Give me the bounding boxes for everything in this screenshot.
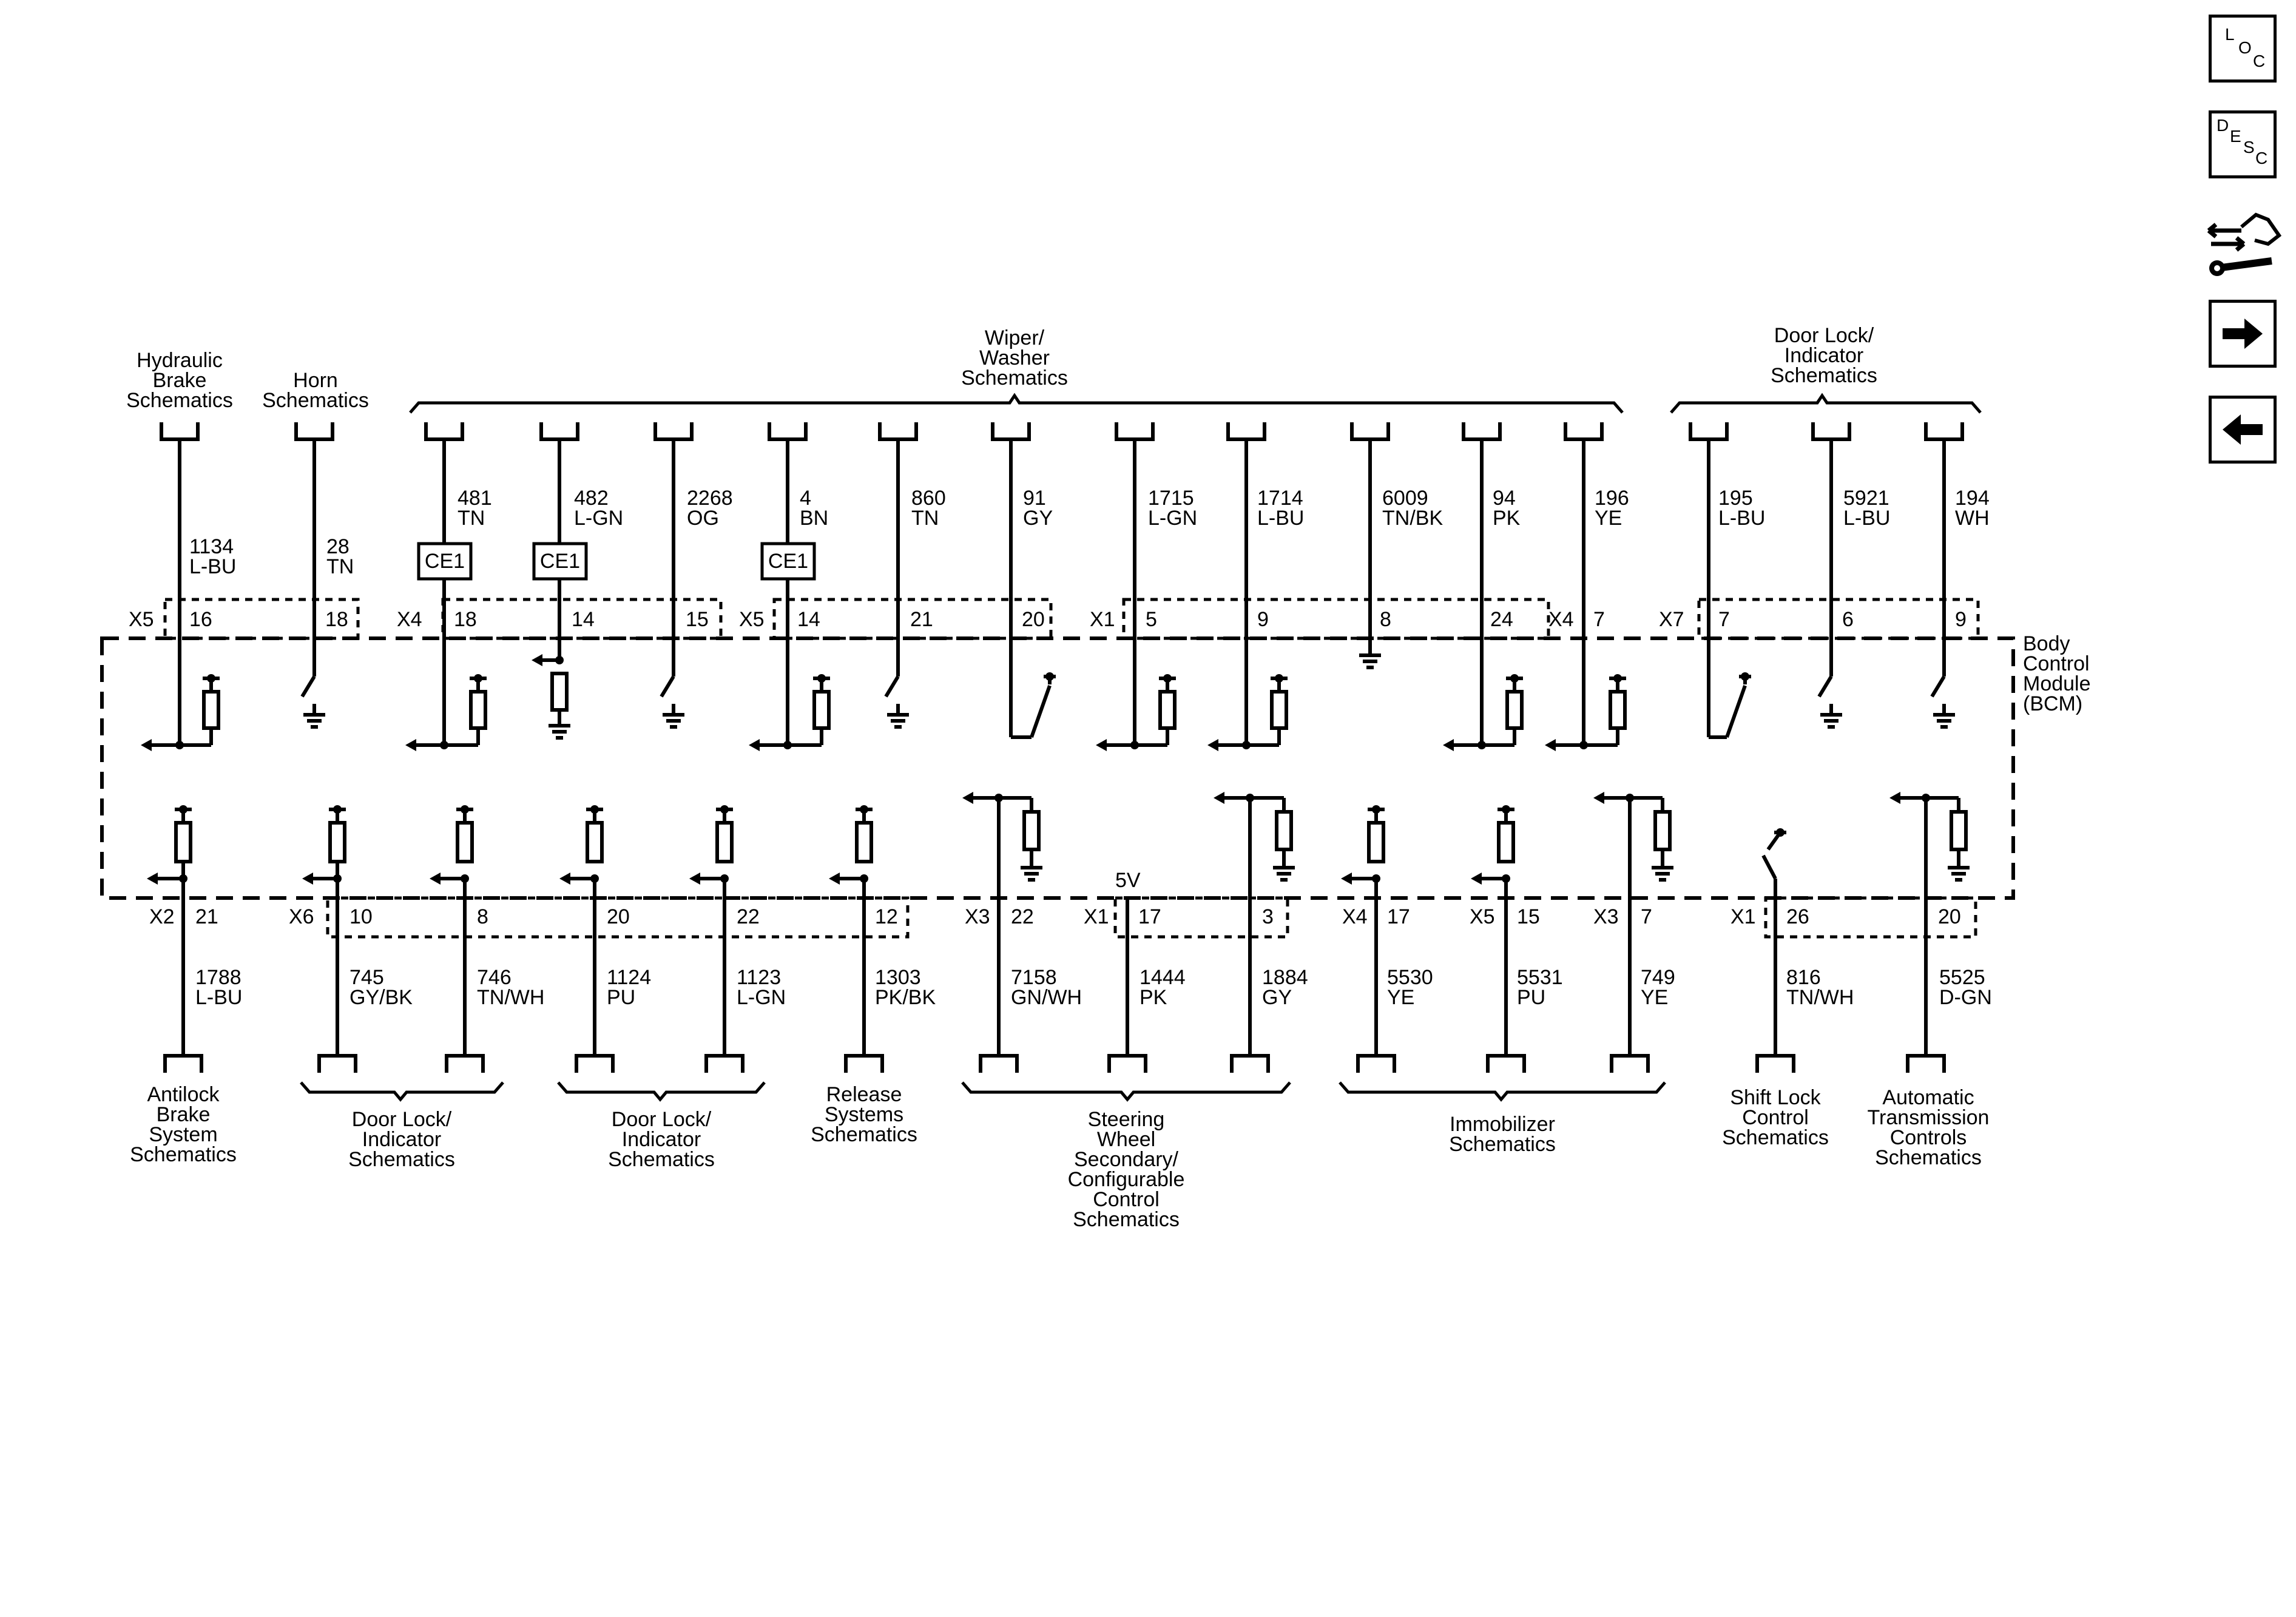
svg-text:7: 7 xyxy=(1718,608,1730,631)
connector-repair-icon[interactable] xyxy=(2205,203,2284,282)
svg-text:Shift Lock: Shift Lock xyxy=(1730,1086,1821,1109)
svg-text:7: 7 xyxy=(1641,905,1652,928)
svg-text:21: 21 xyxy=(910,608,933,631)
svg-text:System: System xyxy=(149,1123,218,1146)
svg-text:9: 9 xyxy=(1257,608,1269,631)
svg-text:YE: YE xyxy=(1641,986,1669,1009)
svg-text:L-GN: L-GN xyxy=(1148,507,1198,530)
svg-text:TN: TN xyxy=(326,555,354,578)
bottom-connector-ids xyxy=(149,905,1756,928)
desc-button[interactable] xyxy=(2209,110,2277,178)
svg-text:GY: GY xyxy=(1262,986,1292,1009)
loc-letter-c: C xyxy=(2253,52,2266,70)
svg-text:749: 749 xyxy=(1641,966,1675,989)
svg-text:9: 9 xyxy=(1955,608,1967,631)
svg-text:20: 20 xyxy=(607,905,630,928)
wiper-label-1: Wiper/ xyxy=(984,326,1045,349)
svg-text:1715: 1715 xyxy=(1148,487,1194,510)
svg-text:1714: 1714 xyxy=(1257,487,1303,510)
svg-text:12: 12 xyxy=(875,905,898,928)
svg-text:6: 6 xyxy=(1842,608,1854,631)
svg-text:14: 14 xyxy=(572,608,595,631)
svg-text:22: 22 xyxy=(1011,905,1034,928)
svg-text:TN/WH: TN/WH xyxy=(477,986,545,1009)
svg-text:16: 16 xyxy=(189,608,212,631)
svg-text:X3: X3 xyxy=(965,905,990,928)
svg-text:WH: WH xyxy=(1955,507,1990,530)
svg-text:X1: X1 xyxy=(1730,905,1756,928)
svg-text:5530: 5530 xyxy=(1387,966,1433,989)
svg-text:Wheel: Wheel xyxy=(1096,1128,1156,1151)
svg-text:Configurable: Configurable xyxy=(1067,1168,1185,1191)
svg-text:TN/WH: TN/WH xyxy=(1786,986,1854,1009)
svg-text:Door Lock/: Door Lock/ xyxy=(351,1108,452,1131)
svg-text:4: 4 xyxy=(800,487,811,510)
previous-page-button[interactable] xyxy=(2209,396,2277,464)
svg-text:L-BU: L-BU xyxy=(195,986,243,1009)
svg-text:1788: 1788 xyxy=(195,966,241,989)
doorlock-top-label-2: Indicator xyxy=(1784,344,1864,367)
bottom-internal-circuits xyxy=(155,798,1970,880)
ce1-label-1: CE1 xyxy=(424,550,465,573)
loc-letter-l: L xyxy=(2225,25,2235,44)
svg-text:20: 20 xyxy=(1938,905,1961,928)
svg-text:20: 20 xyxy=(1022,608,1045,631)
svg-text:X6: X6 xyxy=(289,905,314,928)
ce1-label-2: CE1 xyxy=(539,550,581,573)
svg-text:745: 745 xyxy=(349,966,384,989)
svg-text:X2: X2 xyxy=(149,905,175,928)
svg-text:Controls: Controls xyxy=(1889,1126,1967,1149)
svg-text:5525: 5525 xyxy=(1939,966,1985,989)
svg-text:Automatic: Automatic xyxy=(1882,1086,1974,1109)
svg-text:1134: 1134 xyxy=(189,535,234,558)
svg-text:YE: YE xyxy=(1387,986,1415,1009)
svg-text:TN/BK: TN/BK xyxy=(1382,507,1443,530)
svg-text:X1: X1 xyxy=(1084,905,1109,928)
svg-text:GY: GY xyxy=(1023,507,1053,530)
bcm-label-2: Control xyxy=(2023,652,2090,675)
loc-button[interactable] xyxy=(2209,15,2277,83)
desc-letter-c: C xyxy=(2255,149,2268,167)
svg-text:816: 816 xyxy=(1786,966,1821,989)
desc-letter-d: D xyxy=(2217,116,2229,135)
svg-text:X5: X5 xyxy=(129,608,154,631)
wiper-label-2: Washer xyxy=(979,346,1050,370)
svg-text:GN/WH: GN/WH xyxy=(1011,986,1082,1009)
svg-text:8: 8 xyxy=(1380,608,1391,631)
svg-text:TN: TN xyxy=(458,507,485,530)
top-wires xyxy=(180,439,1944,745)
svg-text:PK: PK xyxy=(1493,507,1521,530)
svg-text:L-BU: L-BU xyxy=(1718,507,1766,530)
ce1-boxes xyxy=(419,544,814,579)
svg-text:Control: Control xyxy=(1742,1106,1809,1129)
svg-text:PU: PU xyxy=(1517,986,1546,1009)
svg-text:18: 18 xyxy=(454,608,477,631)
top-connector-ids xyxy=(129,608,1684,631)
bottom-group-braces xyxy=(301,1082,1665,1099)
doorlock-top-label-1: Door Lock/ xyxy=(1774,324,1874,347)
ce1-label-3: CE1 xyxy=(768,550,809,573)
hydraulic-label-1: Hydraulic xyxy=(137,349,223,372)
svg-text:195: 195 xyxy=(1718,487,1753,510)
svg-text:15: 15 xyxy=(686,608,709,631)
svg-text:Schematics: Schematics xyxy=(348,1148,455,1171)
wiper-label-3: Schematics xyxy=(961,366,1068,390)
loc-letter-o: O xyxy=(2238,38,2252,57)
svg-text:1884: 1884 xyxy=(1262,966,1308,989)
svg-text:GY/BK: GY/BK xyxy=(349,986,413,1009)
svg-text:22: 22 xyxy=(737,905,760,928)
hydraulic-label-2: Brake xyxy=(152,369,207,392)
svg-text:Indicator: Indicator xyxy=(362,1128,442,1151)
svg-text:6009: 6009 xyxy=(1382,487,1428,510)
svg-text:X4: X4 xyxy=(397,608,422,631)
svg-text:PU: PU xyxy=(607,986,636,1009)
svg-text:Schematics: Schematics xyxy=(1875,1146,1982,1169)
svg-text:D-GN: D-GN xyxy=(1939,986,1992,1009)
svg-text:1124: 1124 xyxy=(607,966,652,989)
arrow-right-icon xyxy=(2212,303,2274,365)
next-page-button[interactable] xyxy=(2209,300,2277,368)
svg-text:X3: X3 xyxy=(1593,905,1619,928)
svg-text:482: 482 xyxy=(574,487,609,510)
svg-text:3: 3 xyxy=(1262,905,1274,928)
svg-text:91: 91 xyxy=(1023,487,1046,510)
svg-text:Release: Release xyxy=(826,1083,902,1106)
bcm-module-box xyxy=(102,638,2013,898)
svg-text:L-BU: L-BU xyxy=(189,555,237,578)
svg-text:PK: PK xyxy=(1140,986,1167,1009)
bottom-group-labels xyxy=(130,1083,1989,1231)
hydraulic-label-3: Schematics xyxy=(126,389,233,412)
svg-text:21: 21 xyxy=(195,905,218,928)
svg-text:Steering: Steering xyxy=(1087,1108,1165,1131)
svg-text:Secondary/: Secondary/ xyxy=(1074,1148,1178,1171)
svg-text:5: 5 xyxy=(1146,608,1157,631)
svg-text:OG: OG xyxy=(687,507,719,530)
top-connector-boxes xyxy=(165,599,1978,638)
bottom-connector-cups xyxy=(165,1056,1944,1073)
svg-text:Schematics: Schematics xyxy=(130,1143,237,1166)
svg-text:Schematics: Schematics xyxy=(1449,1133,1556,1156)
desc-letter-s: S xyxy=(2243,138,2255,157)
svg-text:8: 8 xyxy=(477,905,488,928)
svg-text:10: 10 xyxy=(349,905,373,928)
svg-text:X5: X5 xyxy=(739,608,765,631)
svg-text:17: 17 xyxy=(1138,905,1161,928)
bottom-pin-numbers xyxy=(195,905,1961,928)
svg-text:L-GN: L-GN xyxy=(574,507,624,530)
svg-text:Systems: Systems xyxy=(824,1103,904,1126)
svg-text:YE: YE xyxy=(1595,507,1622,530)
top-connector-cups xyxy=(161,422,1962,439)
svg-text:Schematics: Schematics xyxy=(1722,1126,1829,1149)
svg-text:TN: TN xyxy=(911,507,939,530)
svg-text:Antilock: Antilock xyxy=(147,1083,220,1106)
horn-label-1: Horn xyxy=(293,369,338,392)
svg-text:2268: 2268 xyxy=(687,487,733,510)
svg-text:L-BU: L-BU xyxy=(1843,507,1891,530)
svg-text:Door Lock/: Door Lock/ xyxy=(611,1108,712,1131)
svg-text:Schematics: Schematics xyxy=(811,1123,917,1146)
svg-text:481: 481 xyxy=(458,487,492,510)
svg-text:94: 94 xyxy=(1493,487,1516,510)
svg-text:X7: X7 xyxy=(1659,608,1684,631)
svg-text:Immobilizer: Immobilizer xyxy=(1450,1113,1555,1136)
doorlock-top-label-3: Schematics xyxy=(1771,364,1877,387)
svg-text:5921: 5921 xyxy=(1843,487,1889,510)
arrow-left-icon xyxy=(2212,399,2274,461)
top-internal-circuits xyxy=(149,655,1955,745)
svg-text:Transmission: Transmission xyxy=(1867,1106,1990,1129)
svg-text:X5: X5 xyxy=(1470,905,1495,928)
svg-text:1444: 1444 xyxy=(1140,966,1186,989)
svg-text:14: 14 xyxy=(797,608,820,631)
svg-text:X4: X4 xyxy=(1548,608,1574,631)
svg-text:L-BU: L-BU xyxy=(1257,507,1305,530)
svg-text:7158: 7158 xyxy=(1011,966,1057,989)
svg-text:194: 194 xyxy=(1955,487,1990,510)
svg-text:PK/BK: PK/BK xyxy=(875,986,936,1009)
svg-text:746: 746 xyxy=(477,966,512,989)
svg-text:5531: 5531 xyxy=(1517,966,1563,989)
bcm-label-4: (BCM) xyxy=(2023,692,2083,715)
horn-label-2: Schematics xyxy=(262,389,369,412)
svg-text:18: 18 xyxy=(325,608,348,631)
desc-letter-e: E xyxy=(2230,127,2241,146)
svg-text:24: 24 xyxy=(1490,608,1513,631)
top-group-braces xyxy=(410,396,1980,413)
svg-text:Schematics: Schematics xyxy=(1073,1208,1180,1231)
svg-text:28: 28 xyxy=(326,535,349,558)
svg-text:196: 196 xyxy=(1595,487,1629,510)
svg-text:X1: X1 xyxy=(1090,608,1115,631)
svg-text:Brake: Brake xyxy=(156,1103,211,1126)
svg-text:Schematics: Schematics xyxy=(608,1148,715,1171)
svg-text:26: 26 xyxy=(1786,905,1809,928)
bcm-label-1: Body xyxy=(2023,632,2070,655)
svg-text:X4: X4 xyxy=(1342,905,1368,928)
svg-text:Indicator: Indicator xyxy=(621,1128,701,1151)
svg-text:17: 17 xyxy=(1387,905,1410,928)
svg-text:L-GN: L-GN xyxy=(737,986,786,1009)
bcm-label-3: Module xyxy=(2023,672,2091,695)
svg-text:15: 15 xyxy=(1517,905,1540,928)
svg-text:860: 860 xyxy=(911,487,946,510)
five-volt-label: 5V xyxy=(1115,869,1141,892)
svg-text:BN: BN xyxy=(800,507,829,530)
svg-text:1303: 1303 xyxy=(875,966,921,989)
svg-text:Control: Control xyxy=(1093,1188,1160,1211)
svg-text:1123: 1123 xyxy=(737,966,782,989)
svg-text:7: 7 xyxy=(1593,608,1605,631)
